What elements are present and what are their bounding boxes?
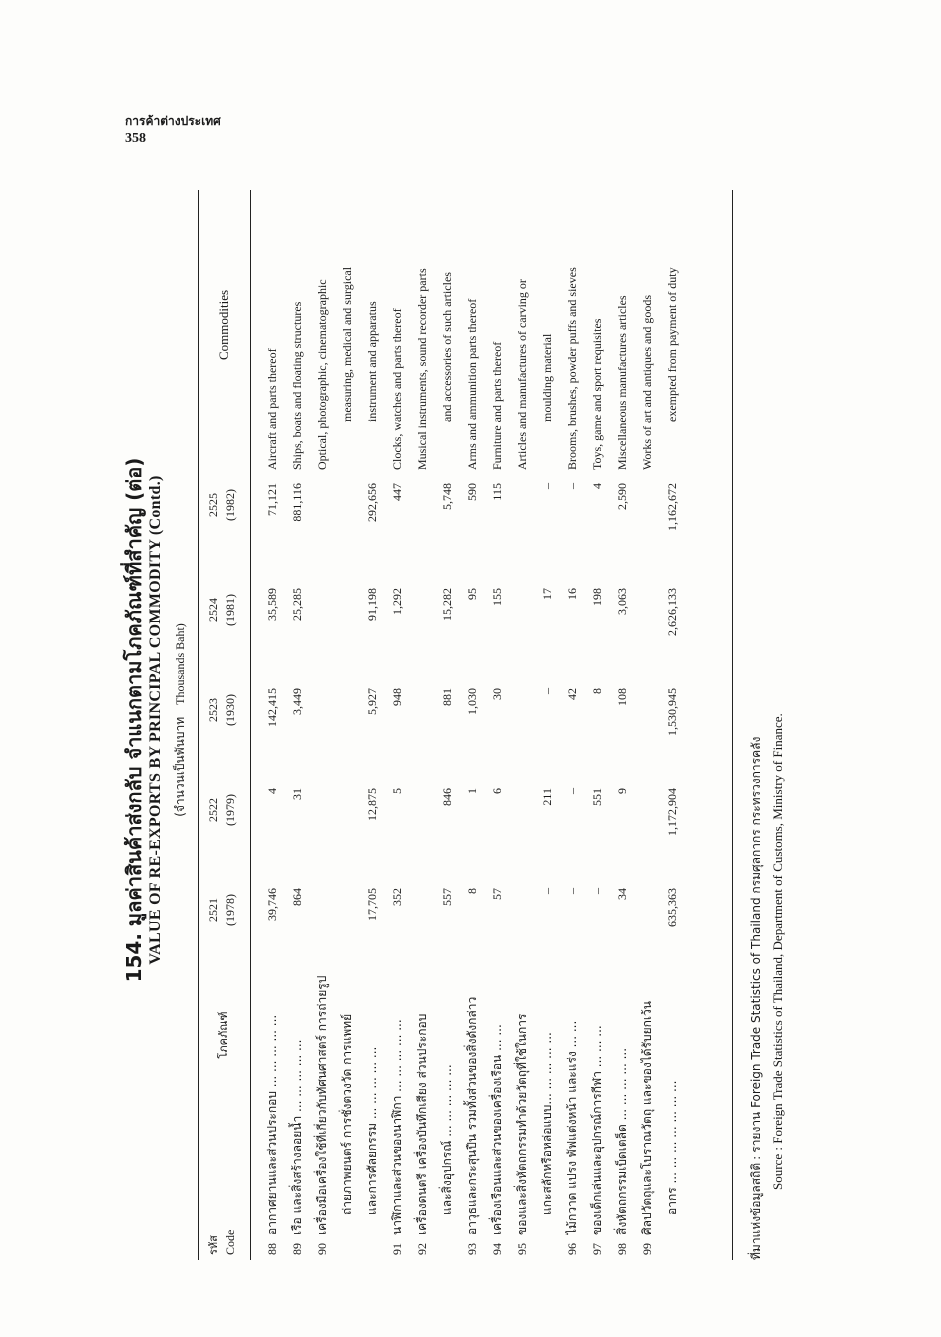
row-value: 115	[490, 483, 504, 501]
row-commodity-thai: แกะสลักหรือหล่อแบบ... ... ... ... ...	[540, 1032, 554, 1215]
source-text-thai: รายงาน Foreign Trade Statistics of Thailand กรมศุลกากร กระทรวงการคลัง	[749, 736, 763, 1153]
row-value: 352	[390, 888, 404, 906]
year-be: 2522	[206, 798, 220, 822]
unit-thai: (จำนวนเป็นพันบาท	[173, 716, 187, 817]
table-row	[610, 180, 635, 1280]
row-code: 93	[465, 1243, 479, 1255]
section-title: การค้าต่างประเทศ	[125, 114, 221, 128]
source-note-english: Source : Foreign Trade Statistics of Thailand, Department of Customs, Ministry of Finance.	[770, 713, 785, 1190]
table-number: 154.	[122, 933, 146, 983]
header-year	[205, 465, 239, 545]
row-value: 108	[615, 688, 629, 706]
row-value: 5,748	[440, 483, 454, 510]
unit-label	[171, 280, 190, 1160]
row-value: 30	[490, 688, 504, 700]
source-text-english: Foreign Trade Statistics of Thailand, Department of Customs, Ministry of Finance.	[770, 713, 785, 1144]
table-row	[310, 180, 335, 1280]
row-value: 6	[490, 788, 504, 794]
row-value: 91,198	[365, 588, 379, 621]
row-value: 198	[590, 588, 604, 606]
row-commodity-english: Miscellaneous manufactures articles	[615, 295, 629, 470]
row-value: 2,590	[615, 483, 629, 510]
row-value: 35,589	[265, 588, 279, 621]
row-commodity-thai: และการศัลยกรรม ... ... ... ... ...	[365, 1046, 379, 1215]
table-row	[535, 180, 560, 1280]
row-code: 99	[640, 1243, 654, 1255]
row-value: 9	[615, 788, 629, 794]
row-value: 1,172,904	[665, 788, 679, 836]
row-commodity-english: measuring, medical and surgical	[340, 266, 354, 422]
table-row	[335, 180, 360, 1280]
header-code-thai: รหัส	[207, 1235, 220, 1255]
row-commodity-thai: เครื่องมือเครื่องใช้ที่เกี่ยวกับทัศนศาสตร์ การถ่ายรูป	[315, 975, 329, 1235]
row-value: 211	[540, 788, 554, 806]
row-commodity-thai: เครื่องเรือนและส่วนของเครื่องเรือน ... ...	[490, 1024, 504, 1235]
table-row	[635, 180, 660, 1280]
year-be: 2523	[206, 698, 220, 722]
page-number: 358	[125, 131, 146, 146]
row-value: 4	[265, 788, 279, 794]
row-commodity-english: and accessories of such articles	[440, 272, 454, 422]
bottom-rule	[732, 190, 733, 1260]
rotated-table	[115, 180, 820, 1280]
row-value: 881,116	[290, 483, 304, 522]
row-value: 142,415	[265, 688, 279, 727]
row-commodity-english: Clocks, watches and parts thereof	[390, 308, 404, 470]
table-row	[560, 180, 585, 1280]
row-value: 4	[590, 483, 604, 489]
table-row	[385, 180, 410, 1280]
table-row	[285, 180, 310, 1280]
row-value: –	[565, 483, 579, 489]
row-value: 39,746	[265, 888, 279, 921]
row-value: 8	[465, 888, 479, 894]
row-value: 8	[590, 688, 604, 694]
row-value: 635,363	[665, 888, 679, 927]
row-commodity-english: Toys, game and sport requisites	[590, 318, 604, 470]
row-value: 42	[565, 688, 579, 700]
row-value: 1,292	[390, 588, 404, 615]
source-note-thai: ที่มาแห่งข้อมูลสถิติ : รายงาน Foreign Trade Statistics of Thailand กรมศุลกากร กระทรวงการคลัง	[748, 736, 763, 1260]
header-commodity-thai-text: โภคภัณฑ์	[217, 1011, 230, 1059]
row-value: 447	[390, 483, 404, 501]
row-commodity-english: Optical, photographic, cinematographic	[315, 279, 329, 470]
row-commodity-english: Furniture and parts thereof	[490, 341, 504, 470]
header-year	[205, 870, 239, 950]
row-value: –	[565, 888, 579, 894]
row-value: 881	[440, 688, 454, 706]
row-value: 557	[440, 888, 454, 906]
row-code: 94	[490, 1243, 504, 1255]
header-year	[205, 770, 239, 850]
year-ce: (1982)	[223, 489, 237, 521]
row-value: 15,282	[440, 588, 454, 621]
row-value: 17	[540, 588, 554, 600]
unit-english: Thousands Baht)	[173, 623, 187, 705]
row-value: 155	[490, 588, 504, 606]
row-value: 864	[290, 888, 304, 906]
row-value: 551	[590, 788, 604, 806]
row-value: 31	[290, 788, 304, 800]
row-value: 1	[465, 788, 479, 794]
row-value: –	[540, 888, 554, 894]
row-value: 1,530,945	[665, 688, 679, 736]
table-row	[260, 180, 285, 1280]
year-be: 2521	[206, 898, 220, 922]
row-value: 2,626,133	[665, 588, 679, 636]
header-year	[205, 570, 239, 650]
row-commodity-english: Musical instruments, sound recorder parts	[415, 268, 429, 470]
source-label-thai: ที่มาแห่งข้อมูลสถิติ	[749, 1162, 763, 1260]
row-commodity-thai: ศิลปวัตถุและโบราณวัตถุ และของได้รับยกเว้น	[640, 1001, 654, 1235]
table-row	[485, 180, 510, 1280]
row-code: 95	[515, 1243, 529, 1255]
row-value: –	[565, 788, 579, 794]
row-commodity-thai: ไม้กวาด แปรง พัฟแต่งหน้า และแร่ง ... ...	[565, 1020, 579, 1235]
row-value: 948	[390, 688, 404, 706]
row-commodity-english: Articles and manufactures of carving or	[515, 279, 529, 470]
table-row	[510, 180, 535, 1280]
row-commodity-thai: และสิ่งอุปกรณ์ ... ... ... ... ...	[440, 1064, 454, 1215]
source-label-english: Source	[770, 1153, 785, 1190]
row-code: 89	[290, 1243, 304, 1255]
row-value: 5,927	[365, 688, 379, 715]
row-commodity-thai: อาวุธและกระสุนปืน รวมทั้งส่วนของสิ่งดังกล่าว	[465, 996, 479, 1235]
title-thai-text: มูลค่าสินค้าส่งกลับ จำแนกตามโภคภัณฑ์ที่สำคัญ (ต่อ)	[122, 457, 146, 927]
row-value: 846	[440, 788, 454, 806]
row-value: 71,121	[265, 483, 279, 516]
row-commodity-thai: ถ่ายภาพยนตร์ การชั่งตวงวัด การแพทย์	[340, 1013, 354, 1215]
row-commodity-thai: เรือ และสิ่งสร้างลอยน้ำ ... ... ... ... ...	[290, 1039, 304, 1235]
row-commodity-english: Arms and ammunition parts thereof	[465, 298, 479, 470]
row-value: 3,449	[290, 688, 304, 715]
row-commodity-english: instrument and apparatus	[365, 301, 379, 422]
row-commodity-thai: อากาศยานและส่วนประกอบ ... ... ... ... ...	[265, 1014, 279, 1235]
row-value: 12,875	[365, 788, 379, 821]
year-ce: (1981)	[223, 594, 237, 626]
row-code: 91	[390, 1243, 404, 1255]
row-code: 88	[265, 1243, 279, 1255]
row-commodity-thai: นาฬิกาและส่วนของนาฬิกา ... ... ... ... ...	[390, 1019, 404, 1235]
row-value: 57	[490, 888, 504, 900]
row-commodity-english: moulding material	[540, 333, 554, 422]
table-title-english: VALUE OF RE-EXPORTS BY PRINCIPAL COMMODITY (Contd.)	[147, 475, 164, 965]
top-rule	[198, 190, 199, 1260]
table-row	[660, 180, 685, 1280]
header-year	[205, 670, 239, 750]
row-value: 1,030	[465, 688, 479, 715]
row-value: 292,656	[365, 483, 379, 522]
header-rule	[250, 190, 251, 1260]
table-row	[435, 180, 460, 1280]
header-code-english: Code	[223, 1229, 237, 1255]
row-value: 5	[390, 788, 404, 794]
row-value: 25,285	[290, 588, 304, 621]
row-value: 34	[615, 888, 629, 900]
year-ce: (1978)	[223, 894, 237, 926]
year-be: 2525	[206, 493, 220, 517]
row-value: 16	[565, 588, 579, 600]
table-row	[585, 180, 610, 1280]
row-value: –	[540, 483, 554, 489]
row-commodity-english: exempted from payment of duty	[665, 267, 679, 422]
row-commodity-thai: เครื่องดนตรี เครื่องบันทึกเสียง ส่วนประกอบ	[415, 1013, 429, 1235]
row-commodity-thai: สิ่งหัตถกรรมเบ็ดเตล็ด ... ... ... ... ...	[615, 1047, 629, 1235]
row-commodity-english: Aircraft and parts thereof	[265, 348, 279, 470]
row-code: 92	[415, 1243, 429, 1255]
table-body	[260, 180, 685, 1280]
header-code	[205, 1205, 239, 1255]
row-commodity-thai: ของเด็กเล่นและอุปกรณ์การกีฬา ... ... ...	[590, 1025, 604, 1235]
row-code: 98	[615, 1243, 629, 1255]
row-value: –	[540, 688, 554, 694]
year-ce: (1930)	[223, 694, 237, 726]
row-code: 90	[315, 1243, 329, 1255]
row-value: –	[590, 888, 604, 894]
row-value: 3,063	[615, 588, 629, 615]
row-commodity-thai: อากร ... ... ... ... ... ... ...	[665, 1080, 679, 1215]
row-commodity-english: Brooms, brushes, powder puffs and sieves	[565, 267, 579, 470]
row-value: 17,705	[365, 888, 379, 921]
year-ce: (1979)	[223, 794, 237, 826]
row-value: 1,162,672	[665, 483, 679, 531]
table-row	[360, 180, 385, 1280]
table-row	[460, 180, 485, 1280]
header-commodity-english: Commodities	[216, 289, 231, 361]
year-be: 2524	[206, 598, 220, 622]
row-code: 97	[590, 1243, 604, 1255]
row-commodity-english: Works of art and antiques and goods	[640, 295, 654, 470]
row-code: 96	[565, 1243, 579, 1255]
row-commodity-english: Ships, boats and floating structures	[290, 301, 304, 470]
header-commodity-thai	[215, 960, 232, 1110]
table-title-thai	[118, 280, 150, 1160]
row-value: 95	[465, 588, 479, 600]
row-value: 590	[465, 483, 479, 501]
row-commodity-thai: ของและสิ่งหัตถกรรมทำด้วยวัตถุที่ใช้ในการ	[515, 1013, 529, 1235]
table-row	[410, 180, 435, 1280]
